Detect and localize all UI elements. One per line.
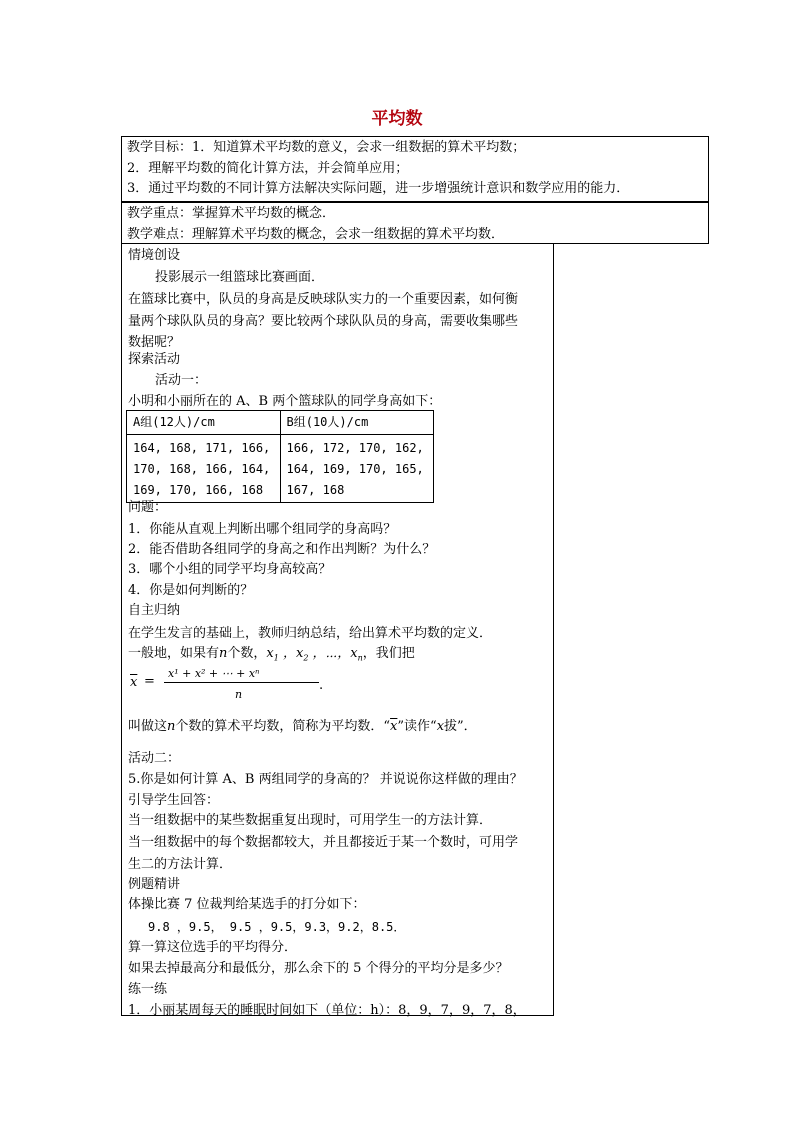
x-variable: x: [436, 719, 445, 734]
questions-heading: 问题：: [128, 500, 168, 515]
variable-n: n: [219, 646, 228, 661]
formula-period: .: [319, 678, 324, 693]
table-header-a: A组(12人)/cm: [127, 411, 281, 435]
scenario-heading: 情境创设: [128, 248, 181, 263]
formula-denominator: n: [235, 688, 243, 701]
table-cell-a: [127, 434, 281, 502]
table-b-row: 164, 169, 170, 165,: [286, 461, 424, 476]
objectives-box: [121, 136, 709, 202]
x-bar-symbol: $\overline{x}$: [130, 675, 138, 690]
objective-line-2: 2．理解平均数的简化计算方法，并会简单应用；: [127, 160, 409, 176]
variable-n: n: [167, 719, 176, 734]
activity1-intro: 小明和小丽所在的 A、B 两个篮球队的同学身高如下：: [128, 394, 442, 409]
height-table: [126, 410, 434, 503]
objective-line-1: 教学目标：1．知道算术平均数的意义，会求一组数据的算术平均数；: [127, 140, 526, 155]
activity2-label: 活动二：: [128, 751, 181, 766]
lesson-body: [121, 244, 554, 1016]
x-sequence: $x_1$ ，$x_2$ ，⋯，$x_n$: [266, 646, 363, 663]
explore-heading: 探索活动: [128, 352, 181, 367]
objective-line-3: 3．通过平均数的不同计算方法解决实际问题，进一步增强统计意识和数学应用的能力．: [127, 181, 630, 196]
called-text-d: 拔”．: [444, 719, 477, 734]
x-bar-symbol: $\overline{x}$: [390, 719, 398, 734]
focus-box: [121, 202, 709, 244]
key-point: 教学重点：掌握算术平均数的概念．: [127, 206, 336, 221]
called-definition: [128, 717, 477, 738]
table-a-row: 170, 168, 166, 164,: [133, 461, 271, 476]
practice-heading: 练一练: [128, 982, 168, 997]
question-1: 1．你能从直观上判断出哪个组同学的身高吗？: [128, 522, 397, 537]
induction-heading: 自主归纳: [128, 603, 181, 618]
method-2b: 生二的方法计算．: [128, 857, 233, 872]
table-a-row: 169, 170, 166, 168: [133, 482, 264, 497]
method-2a: 当一组数据中的每个数据都较大，并且都接近于某一个数时，可用学: [128, 835, 519, 850]
example-p2: 算一算这位选手的平均得分．: [128, 940, 298, 955]
scenario-p2b: 量两个球队队员的身高？要比较两个球队队员的身高，需要收集哪些: [128, 314, 519, 329]
called-text-c: ”读作“: [397, 719, 437, 734]
question-2: 2．能否借助各组同学的身高之和作出判断？为什么？: [128, 542, 436, 557]
guide-text: 引导学生回答：: [128, 793, 220, 808]
difficulty: 教学难点：理解算术平均数的概念，会求一组数据的算术平均数．: [127, 226, 505, 242]
mean-formula: [128, 664, 328, 700]
method-1: 当一组数据中的某些数据重复出现时，可用学生一的方法计算．: [128, 813, 493, 828]
scenario-p2c: 数据呢？: [128, 335, 181, 350]
table-cell-b: [280, 434, 434, 502]
table-header-b: B组(10人)/cm: [280, 411, 434, 435]
formula-numerator: x¹ + x² + ⋯ + xⁿ: [168, 667, 260, 680]
question-5: 5.你是如何计算 A、B 两组同学的身高的？ 并说说你这样做的理由？: [128, 772, 523, 787]
question-3: 3．哪个小组的同学平均身高较高？: [128, 562, 332, 577]
practice-question-1: 1．小丽某周每天的睡眠时间如下（单位：h）：8，9，7，9，7，8，: [128, 1003, 526, 1018]
page-title: 平均数: [371, 109, 423, 129]
question-4: 4．你是如何判断的？: [128, 583, 254, 598]
scenario-p2a: 在篮球比赛中，队员的身高是反映球队实力的一个重要因素，如何衡: [128, 292, 519, 307]
induction-p1: 在学生发言的基础上，教师归纳总结，给出算术平均数的定义．: [128, 626, 493, 641]
called-text-b: 个数的算术平均数，简称为平均数．“: [175, 719, 391, 734]
general-text-a: 一般地，如果有: [128, 646, 220, 661]
general-text-c: ，我们把: [362, 646, 415, 661]
scenario-p1: 投影展示一组篮球比赛画面．: [155, 270, 325, 285]
table-a-row: 164, 168, 171, 166,: [133, 440, 271, 455]
example-heading: 例题精讲: [128, 877, 181, 892]
table-b-row: 167, 168: [286, 482, 345, 497]
example-scores: 9.8 ，9.5， 9.5 ，9.5，9.3，9.2，8.5．: [148, 920, 406, 934]
equals-sign: =: [144, 674, 155, 689]
activity1-label: 活动一：: [155, 373, 208, 388]
example-p3: 如果去掉最高分和最低分，那么余下的 5 个得分的平均分是多少？: [128, 961, 509, 976]
called-text-a: 叫做这: [128, 719, 168, 734]
example-p1: 体操比赛 7 位裁判给某选手的打分如下：: [128, 897, 366, 912]
fraction-bar: [164, 682, 319, 683]
general-text-b: 个数，: [227, 646, 267, 661]
table-b-row: 166, 172, 170, 162,: [286, 440, 424, 455]
